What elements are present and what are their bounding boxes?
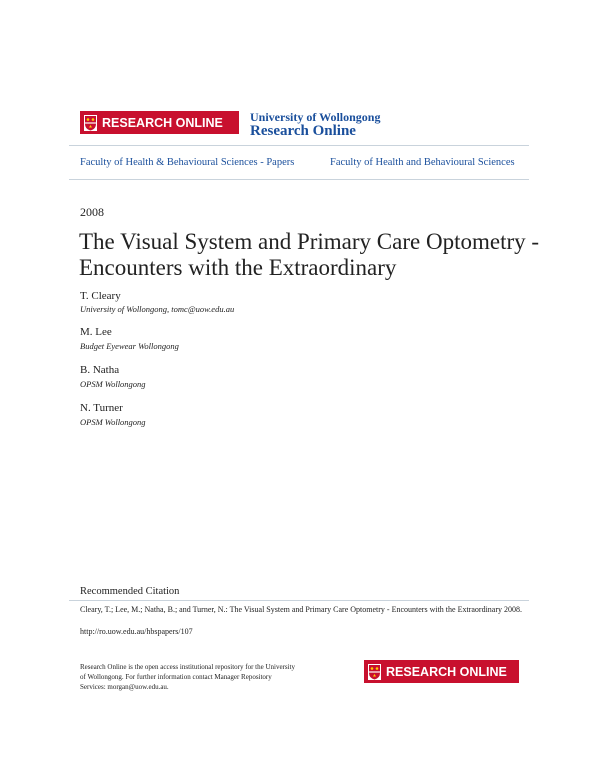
author-affiliation: OPSM Wollongong: [80, 417, 146, 427]
logo-text: RESEARCH ONLINE: [386, 664, 507, 679]
footer-research-online-logo[interactable]: [364, 660, 519, 683]
research-online-logo[interactable]: [80, 111, 239, 134]
repository-name[interactable]: Research Online: [250, 123, 356, 139]
author-name[interactable]: N. Turner: [80, 402, 123, 414]
university-crest-icon: [368, 664, 381, 680]
university-crest-icon: [84, 115, 97, 131]
top-divider: [69, 145, 529, 146]
publication-year: 2008: [80, 205, 104, 219]
citation-url[interactable]: http://ro.uow.edu.au/hbspapers/107: [80, 627, 193, 636]
author-name[interactable]: M. Lee: [80, 326, 112, 338]
nav-link-faculty-papers[interactable]: Faculty of Health & Behavioural Sciences - Papers: [80, 157, 295, 168]
author-affiliation: OPSM Wollongong: [80, 379, 146, 389]
nav-link-faculty[interactable]: Faculty of Health and Behavioural Sciences: [330, 157, 515, 168]
footer-text: Research Online is the open access institutional repository for the University of Wollongong. For further information contact Manager Repository Services: morgan@uow.edu.au.: [80, 663, 296, 691]
author-affiliation: University of Wollongong, tomc@uow.edu.au: [80, 304, 235, 314]
author-name[interactable]: B. Natha: [80, 364, 120, 376]
author-name[interactable]: T. Cleary: [80, 290, 121, 302]
citation-text: Cleary, T.; Lee, M.; Natha, B.; and Turner, N.: The Visual System and Primary Care Optometry - Encounters with the Extraordinary 2008.: [80, 605, 523, 614]
recommended-citation-heading: Recommended Citation: [80, 586, 180, 597]
citation-divider: [69, 600, 529, 601]
logo-text: RESEARCH ONLINE: [102, 115, 223, 130]
paper-title[interactable]: The Visual System and Primary Care Optometry - Encounters with the Extraordinary: [79, 229, 540, 280]
university-name[interactable]: University of Wollongong: [250, 110, 381, 124]
author-affiliation: Budget Eyewear Wollongong: [80, 341, 179, 351]
nav-divider: [69, 179, 529, 180]
